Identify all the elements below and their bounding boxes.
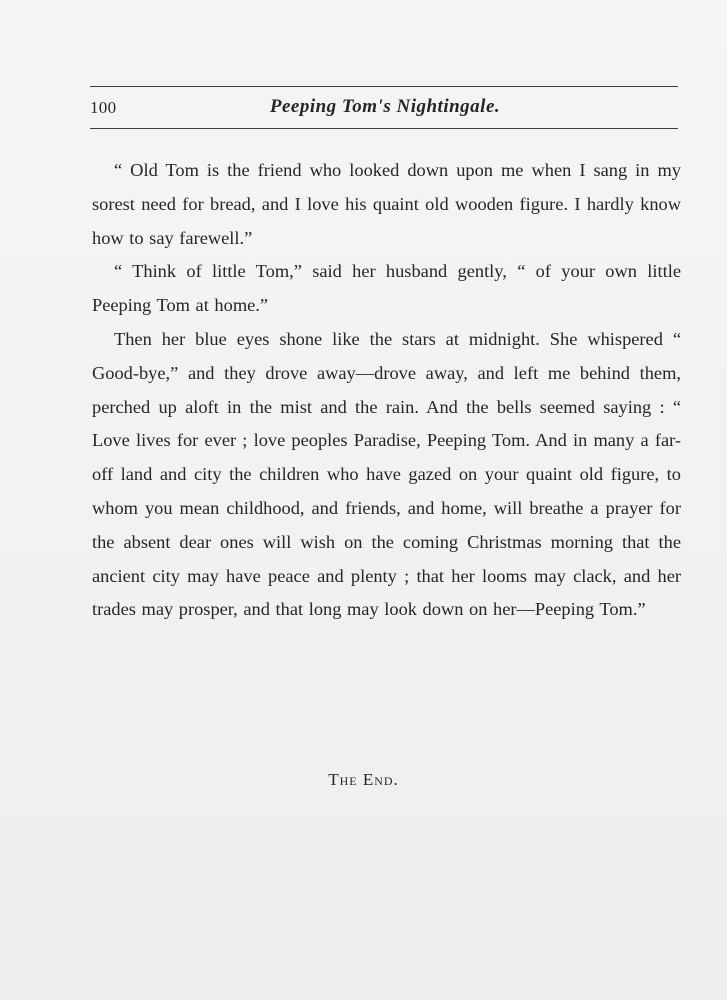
body-text bbox=[92, 154, 681, 627]
header-bottom-rule bbox=[90, 128, 678, 129]
the-end-label: The End. bbox=[328, 770, 399, 789]
page-number: 100 bbox=[90, 98, 117, 117]
paragraph: Then her blue eyes shone like the stars at midnight. She whispered “ Good-bye,” and they drove away—drove away, and left me behind them, perched up aloft in the mist and the rain. And the bells seemed saying : “ Love lives for ever ; love peoples Paradise, Peeping Tom. And in many a far-off land and city the children who have gazed on your quaint old figure, to whom you mean childhood, and friends, and home, will breathe a prayer for the absent dear ones will wish on the coming Christmas morning that the ancient city may have peace and plenty ; that her looms may clack, and her trades may prosper, and that long may look down on her—Peeping Tom.” bbox=[92, 328, 681, 620]
header-top-rule bbox=[90, 86, 678, 87]
paragraph: “ Think of little Tom,” said her husband gently, “ of your own little Peeping Tom at home.” bbox=[92, 261, 681, 316]
running-title: Peeping Tom's Nightingale. bbox=[269, 96, 501, 117]
paragraph: “ Old Tom is the friend who looked down upon me when I sang in my sorest need for bread, and I love his quaint old wooden figure. I hardly know how to say farewell.” bbox=[92, 160, 681, 248]
